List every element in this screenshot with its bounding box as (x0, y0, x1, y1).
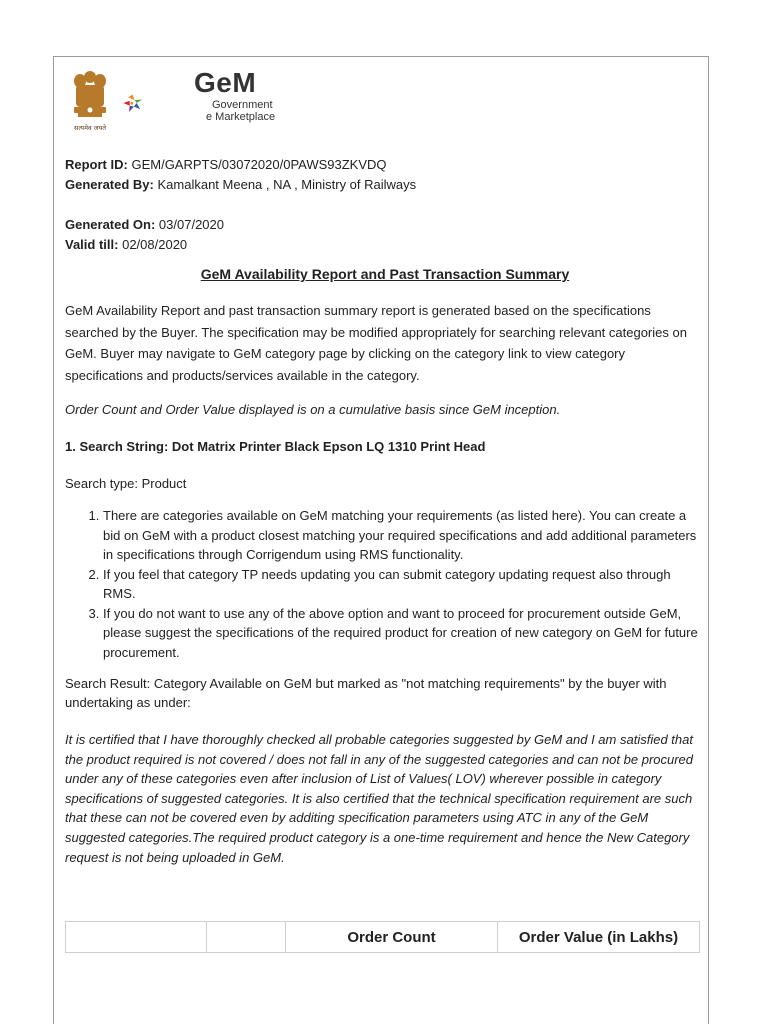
generated-by-line (65, 175, 705, 195)
search-result: Search Result: Category Available on GeM but marked as "not matching requirements" by the buyer with undertaking as under: (65, 676, 667, 710)
instructions-list (65, 506, 705, 662)
report-title: GeM Availability Report and Past Transaction Summary (200, 266, 570, 282)
national-emblem-logo (66, 67, 114, 135)
intro-paragraph: GeM Availability Report and past transaction summary report is generated based on the specifications searched by the Buyer. The specification may be modified appropriately for searching relevant categories on GeM. Buyer may navigate to GeM category page by clicking on the category link to view category specifications and products/services available in the category. (65, 303, 687, 383)
report-id-line (65, 155, 705, 175)
generated-by-label: Generated By: (65, 177, 154, 192)
valid-till-label: Valid till: (65, 237, 119, 252)
report-id-label: Report ID: (65, 157, 128, 172)
emblem-motto: सत्यमेव जयते (74, 124, 106, 132)
header-logos (66, 67, 326, 137)
valid-till-line (65, 235, 705, 255)
report-page (53, 56, 709, 1024)
generated-on-value: 03/07/2020 (158, 217, 224, 232)
transaction-summary-table (65, 921, 700, 953)
instruction-item: 1. There are categories available on GeM matching your requirements (as listed here). You can create a bid on GeM with a product closest matching your required specifications and add additional parameters in specifications through Corrigendum using RMS functionality. (103, 506, 705, 565)
table-header-row (66, 922, 700, 953)
search-string-heading: 1. Search String: Dot Matrix Printer Black Epson LQ 1310 Print Head (65, 439, 486, 454)
gem-wordmark: GeM (194, 67, 257, 98)
search-type: Search type: Product (65, 476, 187, 491)
generated-on-label: Generated On: (65, 217, 156, 232)
table-header-blank-1 (66, 922, 207, 953)
gem-subtitle-line1: Government (212, 99, 273, 111)
certification-text: It is certified that I have thoroughly checked all probable categories suggested by GeM and I am satisfied that the product required is not covered / does not fall in any of the suggested categories and can not be procured under any of these categories even after inclusion of List of Values( LOV) wherever possible in category specifications of suggested categories. It is also certified that the technical specification requirement are such that these can not be covered even by additing specification parameters using ATC in any of the GeM suggested categories.The required product category is a one-time requirement and hence the New Category request is not being uploaded in GeM. (65, 732, 694, 865)
instruction-item: 3. If you do not want to use any of the above option and want to proceed for procurement outside GeM, please suggest the specifications of the required product for creation of new category on GeM for future procurement. (103, 604, 705, 663)
valid-till-value: 02/08/2020 (122, 237, 188, 252)
gem-star-logo (122, 71, 192, 137)
generated-on-line (65, 215, 705, 235)
table-header-blank-2 (207, 922, 286, 953)
instruction-item: 2. If you feel that category TP needs updating you can submit category updating request also through RMS. (103, 565, 705, 604)
report-body (65, 155, 705, 881)
order-count-header: Order Count (286, 922, 498, 953)
report-id-value: GEM/GARPTS/03072020/0PAWS93ZKVDQ (131, 157, 387, 172)
order-value-header: Order Value (in Lakhs) (498, 922, 700, 953)
generated-by-value: Kamalkant Meena , NA , Ministry of Railways (157, 177, 417, 192)
cumulative-note: Order Count and Order Value displayed is on a cumulative basis since GeM inception. (65, 402, 561, 417)
gem-subtitle-line2: e Marketplace (206, 111, 276, 123)
